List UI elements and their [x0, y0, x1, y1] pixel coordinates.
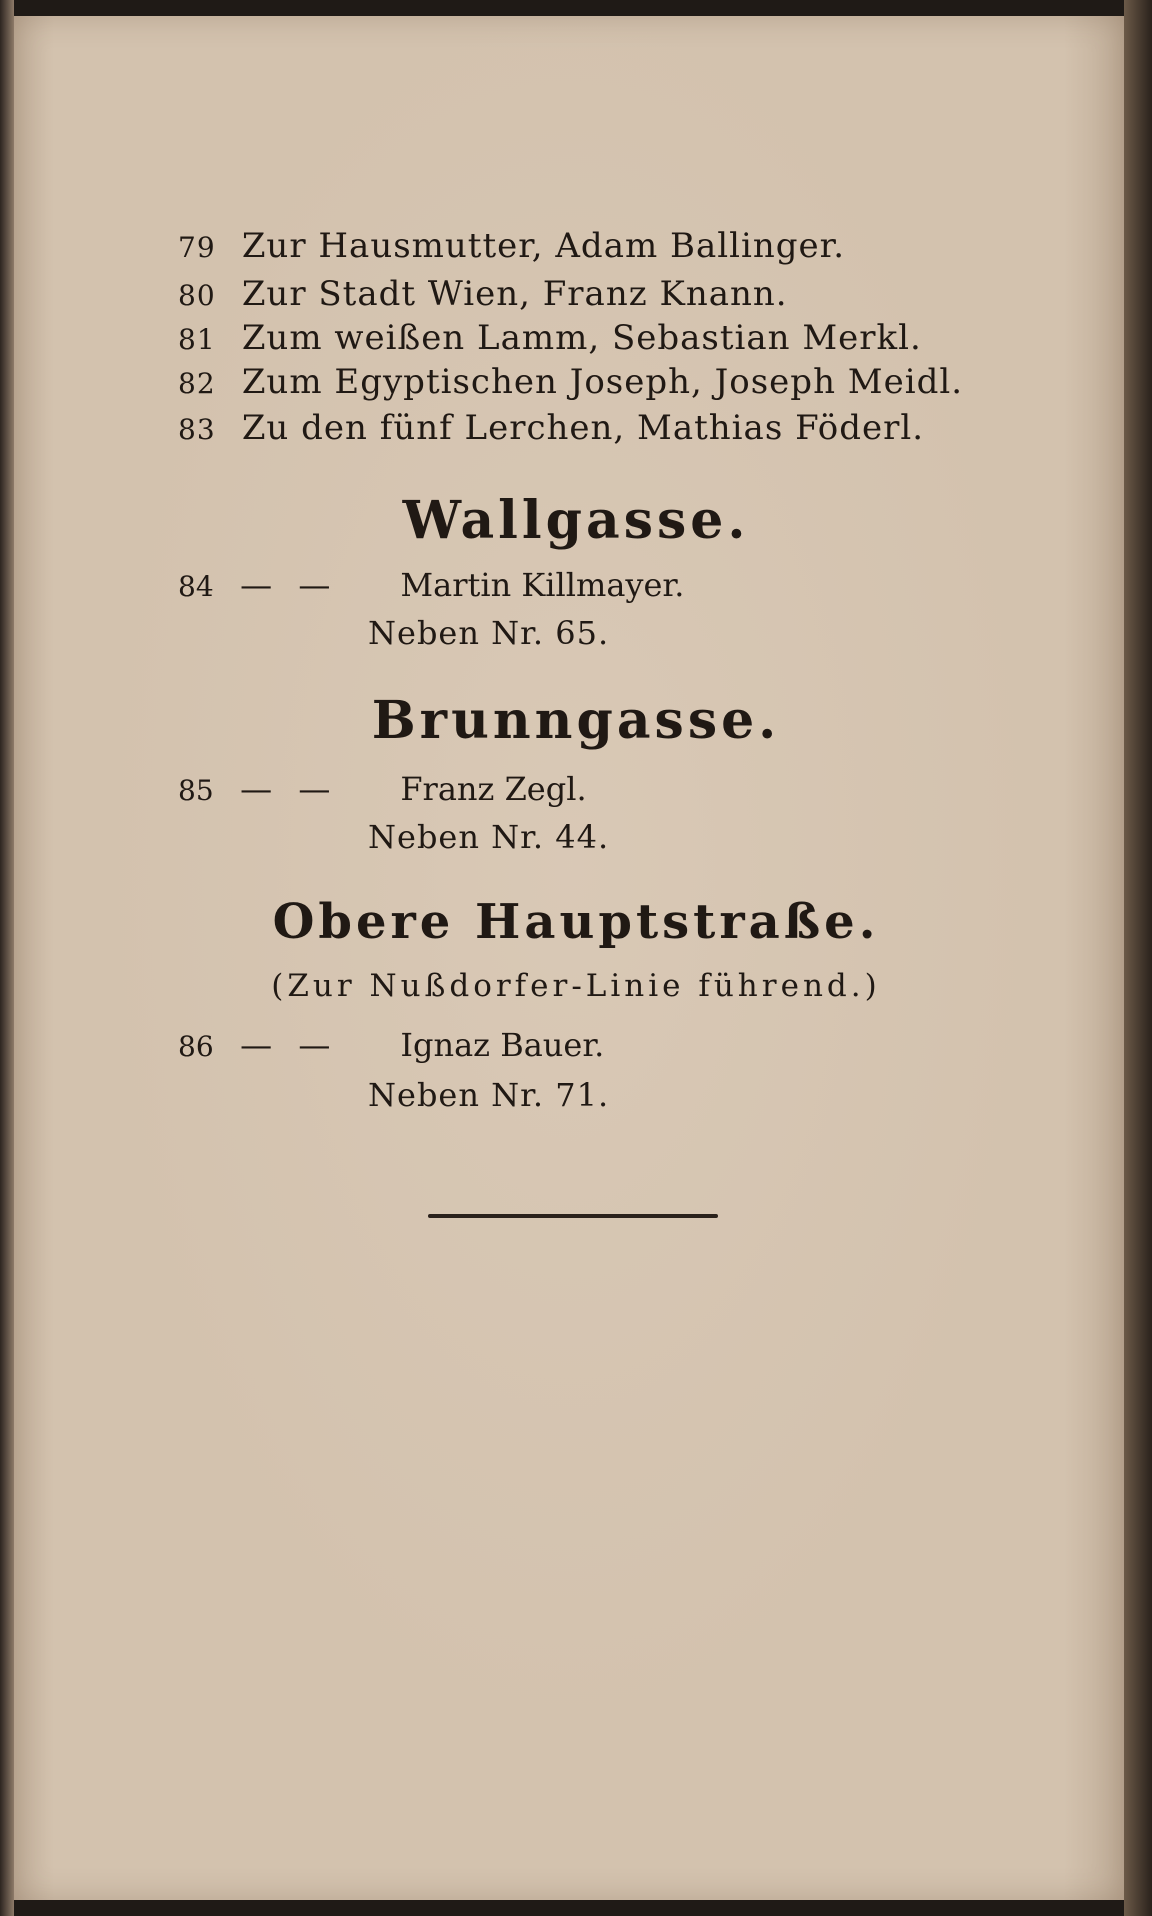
- entry-name: Franz Zegl.: [400, 770, 587, 808]
- entry-number: 79: [178, 231, 216, 264]
- entry-84: [178, 566, 684, 604]
- neben-reference: Neben Nr. 71.: [368, 1076, 610, 1114]
- neben-reference: Neben Nr. 44.: [368, 818, 610, 856]
- section-heading-wallgasse: Wallgasse.: [402, 490, 750, 551]
- section-subheading: (Zur Nußdorfer-Linie führend.): [271, 968, 881, 1004]
- entry-number: 82: [178, 367, 216, 400]
- entry-dashes: — —: [240, 770, 339, 808]
- entry-86: [178, 1026, 604, 1064]
- entry-text: Zur Stadt Wien, Franz Knann.: [241, 274, 788, 314]
- entry-text: Zum weißen Lamm, Sebastian Merkl.: [241, 318, 922, 358]
- entry-number: 83: [178, 413, 216, 446]
- entry-text: Zur Hausmutter, Adam Ballinger.: [241, 226, 846, 266]
- entry-83: [178, 408, 924, 448]
- entry-85: [178, 770, 587, 808]
- entry-number: 85: [178, 774, 214, 807]
- entry-name: Martin Killmayer.: [400, 566, 685, 604]
- section-heading-obere-hauptstrasse: Obere Hauptstraße.: [272, 894, 880, 950]
- entry-name: Ignaz Bauer.: [400, 1026, 605, 1064]
- entry-dashes: — —: [240, 566, 339, 604]
- entry-80: [178, 274, 788, 314]
- entry-81: [178, 318, 922, 358]
- section-heading-brunngasse: Brunngasse.: [371, 690, 781, 751]
- entry-79: [178, 226, 845, 266]
- entry-number: 86: [178, 1030, 214, 1063]
- entry-text: Zu den fünf Lerchen, Mathias Föderl.: [241, 408, 925, 448]
- entry-number: 80: [178, 279, 216, 312]
- end-rule-divider: [428, 1214, 718, 1218]
- entry-82: [178, 362, 963, 402]
- entry-dashes: — —: [240, 1026, 339, 1064]
- book-spine-edge: [0, 0, 14, 1916]
- neben-reference: Neben Nr. 65.: [368, 614, 610, 652]
- entry-text: Zum Egyptischen Joseph, Joseph Meidl.: [241, 362, 964, 402]
- page-right-edge: [1124, 0, 1152, 1916]
- entry-number: 81: [178, 323, 216, 356]
- entry-number: 84: [178, 570, 214, 603]
